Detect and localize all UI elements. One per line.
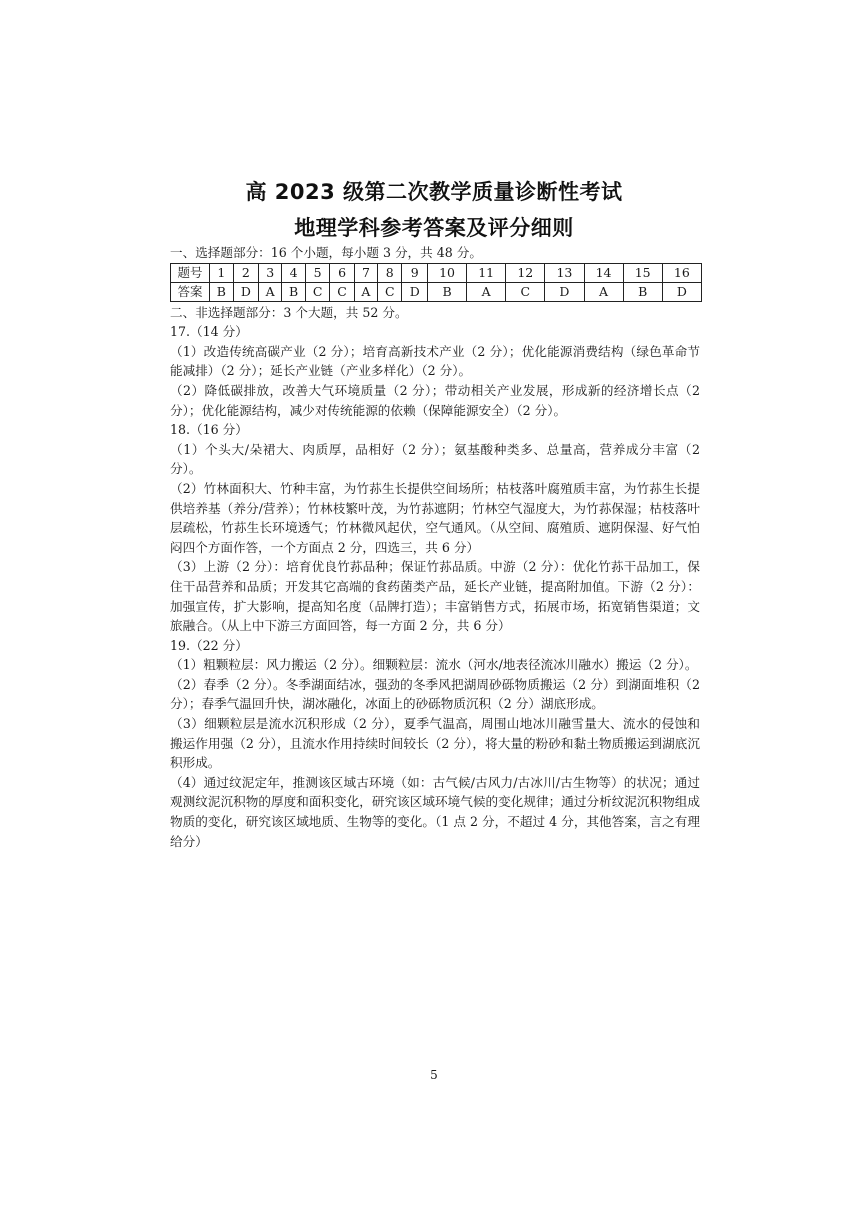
row-label-answer: 答案	[171, 282, 210, 301]
table-cell: 11	[467, 263, 506, 282]
table-cell: 9	[402, 263, 428, 282]
table-cell: 3	[259, 263, 282, 282]
q19-heading: 19.（22 分）	[170, 637, 248, 653]
q19-part4: （4）通过纹泥定年，推测该区域古环境（如：古气候/古风力/古冰川/古生物等）的状况；通过观测纹泥沉积物的厚度和面积变化，研究该区域环境气候的变化规律；通过分析纹泥沉积物组成物质的变化，研究该区域地质、生物等的变化。（1 点 2 分，不超过 4 分，其他答案，言之有理给分）	[170, 774, 700, 849]
table-cell: 1	[210, 263, 234, 282]
table-cell: D	[545, 282, 584, 301]
section2-heading: 二、非选择题部分：3 个大题，共 52 分。	[170, 304, 408, 320]
answer-table	[170, 263, 702, 302]
table-cell: D	[662, 282, 701, 301]
table-cell: 4	[282, 263, 306, 282]
table-cell: 14	[584, 263, 623, 282]
table-cell: 13	[545, 263, 584, 282]
q18-part2: （2）竹林面积大、竹种丰富，为竹荪生长提供空间场所；枯枝落叶腐殖质丰富，为竹荪生长提供培养基（养分/营养）；竹林枝繁叶茂，为竹荪遮阴；竹林空气湿度大，为竹荪保湿；枯枝落叶层疏松，竹荪生长环境透气；竹林微风起伏，空气通风。（从空间、腐殖质、遮阴保湿、好气怕闷四个方面作答，一个方面点 2 分，四选三，共 6 分）	[170, 480, 700, 555]
table-cell: 5	[305, 263, 329, 282]
q19-part1: （1）粗颗粒层：风力搬运（2 分）。细颗粒层：流水（河水/地表径流冰川融水）搬运（2 分）。	[170, 657, 698, 673]
exam-title: 高 2023 级第二次教学质量诊断性考试	[245, 180, 623, 204]
table-row-answers	[171, 282, 702, 301]
table-cell: D	[233, 282, 259, 301]
q17-part1: （1）改造传统高碳产业（2 分）；培育高新技术产业（2 分）；优化能源消费结构（绿色革命节能减排）（2 分）；延长产业链（产业多样化）（2 分）。	[170, 343, 700, 379]
table-cell: D	[402, 282, 428, 301]
table-cell: 8	[378, 263, 402, 282]
table-cell: A	[467, 282, 506, 301]
q18-part3: （3）上游（2 分）：培育优良竹荪品种；保证竹荪品质。中游（2 分）：优化竹荪干品加工，保住干品营养和品质；开发其它高端的食药菌类产品，延长产业链，提高附加值。下游（2 分）：加强宣传，扩大影响，提高知名度（品牌打造）；丰富销售方式，拓展市场，拓宽销售渠道；文旅融合。（从上中下游三方面回答，每一方面 2 分，共 6 分）	[170, 559, 700, 634]
table-cell: C	[330, 282, 354, 301]
q17-part2: （2）降低碳排放，改善大气环境质量（2 分）；带动相关产业发展，形成新的经济增长点（2 分）；优化能源结构，减少对传统能源的依赖（保障能源安全）（2 分）。	[170, 382, 700, 418]
q18-heading: 18.（16 分）	[170, 422, 248, 438]
table-cell: B	[282, 282, 306, 301]
q19-part2: （2）春季（2 分）。冬季湖面结冰，强劲的冬季风把湖周砂砾物质搬运（2 分）到湖面堆积（2 分）；春季气温回升快，湖冰融化，冰面上的砂砾物质沉积（2 分）湖底形成。	[170, 676, 700, 712]
exam-subtitle: 地理学科参考答案及评分细则	[294, 216, 574, 240]
table-cell: 7	[354, 263, 377, 282]
table-cell: 16	[662, 263, 701, 282]
table-cell: 2	[233, 263, 259, 282]
page-number: 5	[430, 1068, 438, 1082]
table-cell: 6	[330, 263, 354, 282]
table-cell: A	[354, 282, 377, 301]
table-cell: A	[259, 282, 282, 301]
table-cell: C	[378, 282, 402, 301]
table-row-numbers	[171, 263, 702, 282]
q17-heading: 17.（14 分）	[170, 324, 248, 340]
table-cell: 10	[428, 263, 467, 282]
q18-part1: （1）个头大/朵裙大、肉质厚，品相好（2 分）；氨基酸种类多、总量高，营养成分丰富（2 分）。	[170, 441, 700, 477]
table-cell: 12	[506, 263, 545, 282]
row-label-number: 题号	[171, 263, 210, 282]
table-cell: B	[428, 282, 467, 301]
table-cell: C	[506, 282, 545, 301]
table-cell: B	[210, 282, 234, 301]
table-cell: C	[305, 282, 329, 301]
table-cell: 15	[623, 263, 662, 282]
table-cell: B	[623, 282, 662, 301]
table-cell: A	[584, 282, 623, 301]
q19-part3: （3）细颗粒层是流水沉积形成（2 分），夏季气温高，周围山地冰川融雪量大、流水的侵蚀和搬运作用强（2 分），且流水作用持续时间较长（2 分），将大量的粉砂和黏土物质搬运到湖底沉积形成。	[170, 716, 700, 771]
section1-heading: 一、选择题部分：16 个小题，每小题 3 分，共 48 分。	[170, 245, 482, 260]
answer-content	[170, 243, 700, 851]
